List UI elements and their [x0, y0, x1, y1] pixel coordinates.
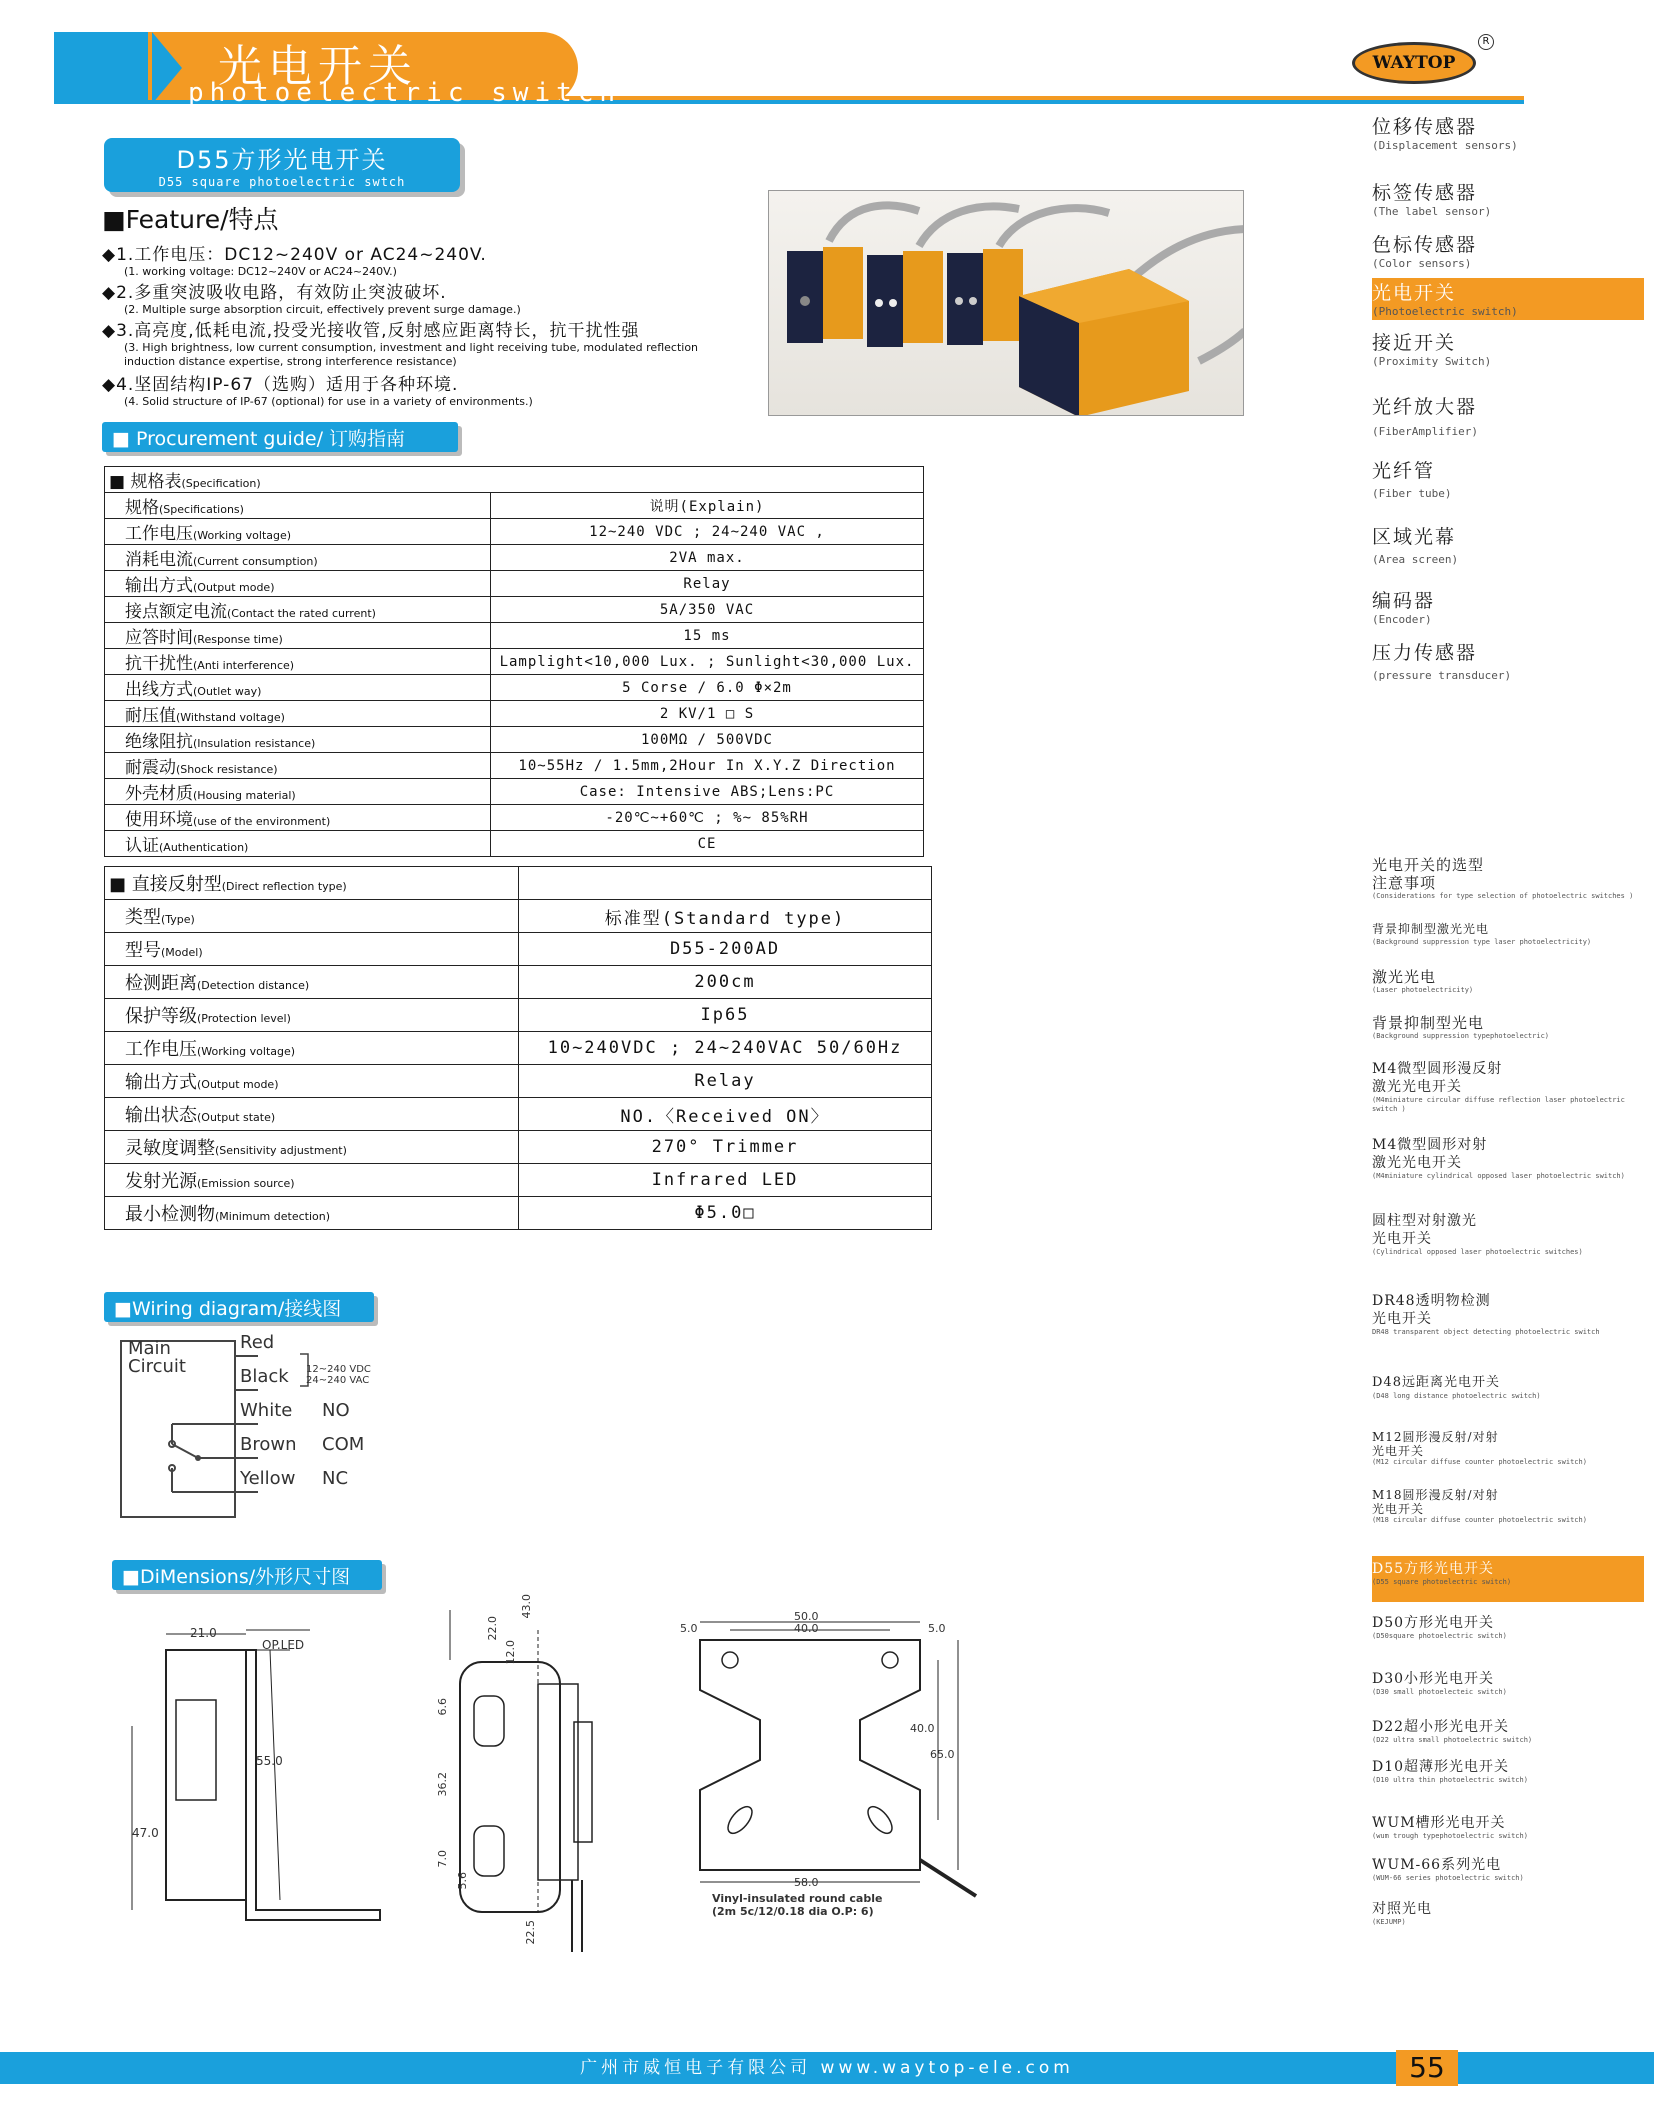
spec-label: 输出方式(Output mode) [105, 571, 491, 597]
dimension-drawing-side [120, 1620, 400, 1940]
type-value: Φ5.0□ [519, 1197, 932, 1230]
table-row [105, 966, 932, 999]
terminal-nc: NC [322, 1468, 349, 1489]
spec-value: 15 ms [491, 623, 924, 649]
spec-value: 10~55Hz / 1.5mm,2Hour In X.Y.Z Direction [491, 753, 924, 779]
waytop-logo: WAYTOP [1352, 42, 1476, 84]
spec-value: 2 KV/1 □ S [491, 701, 924, 727]
feature-item [102, 370, 722, 409]
wire-brown: Brown [240, 1434, 297, 1455]
table-row [105, 753, 924, 779]
sidebar-link[interactable]: 光电开关的选型 注意事项 (Considerations for type selection of photoelectric switches ) [1372, 856, 1634, 900]
feature-item [102, 278, 722, 317]
spec-value: 2VA max. [491, 545, 924, 571]
dim-label: 12.0 [504, 1640, 517, 1665]
wire-white: White [240, 1400, 293, 1421]
spec-value: Relay [491, 571, 924, 597]
table-row [105, 649, 924, 675]
sidebar-item-fiber-amplifier[interactable]: 光纤放大器 (FiberAmplifier) [1372, 396, 1478, 438]
spec-label: 使用环境(use of the environment) [105, 805, 491, 831]
feature-main-text: ◆2.多重突波吸收电路，有效防止突波破坏. [102, 283, 447, 303]
table-row [105, 867, 932, 900]
sidebar-link[interactable]: M18圆形漫反射/对射 光电开关 (M18 circular diffuse counter photoelectric switch) [1372, 1488, 1587, 1524]
type-label: 工作电压(Working voltage) [105, 1032, 519, 1065]
dim-label: 40.0 [910, 1722, 935, 1735]
table-row [105, 493, 924, 519]
sidebar-link[interactable]: D48远距离光电开关 (D48 long distance photoelectric switch) [1372, 1375, 1541, 1400]
dim-label: 5.6 [456, 1872, 469, 1890]
specification-table [104, 466, 924, 857]
feature-sub-text: (1. working voltage: DC12~240V or AC24~240V.) [124, 265, 397, 278]
spec-label: 工作电压(Working voltage) [105, 519, 491, 545]
table-row [105, 805, 924, 831]
table-row [105, 701, 924, 727]
dimension-drawing-front [440, 1600, 620, 1960]
type-heading-cn: ■ 直接反射型 [109, 874, 222, 895]
page-title: 光电开关 [218, 41, 418, 92]
table-heading-cell [105, 867, 519, 900]
table-heading-empty [519, 867, 932, 900]
type-value: 10~240VDC ; 24~240VAC 50/60Hz [519, 1032, 932, 1065]
sidebar-link[interactable]: 背景抑制型光电 (Background suppression typephotoelectric) [1372, 1014, 1550, 1040]
feature-main-text: ◆4.坚固结构IP-67（选购）适用于各种环境. [102, 375, 459, 395]
table-row [105, 1098, 932, 1131]
sidebar-link[interactable]: 圆柱型对射激光 光电开关 (Cylindrical opposed laser photoelectric switches) [1372, 1213, 1583, 1256]
dim-label: 21.0 [190, 1626, 217, 1640]
sidebar-link[interactable]: M4微型圆形漫反射 激光光电开关 (M4miniature circular diffuse reflection laser photoelectric switch ) [1372, 1061, 1625, 1113]
sidebar-link[interactable]: 激光光电 (Laser photoelectricity) [1372, 968, 1474, 994]
spec-label: 认证(Authentication) [105, 831, 491, 857]
sidebar-link[interactable]: M4微型圆形对射 激光光电开关 (M4miniature cylindrical opposed laser photoelectric switch) [1372, 1137, 1625, 1180]
sidebar-link[interactable]: WUM-66系列光电 (WUM-66 series photoelectric switch) [1372, 1857, 1524, 1882]
sidebar-link[interactable]: WUM槽形光电开关 (wum trough typephotoelectric switch) [1372, 1815, 1528, 1840]
spec-heading-cn: ■ 规格表 [109, 472, 182, 492]
dim-label: 22.0 [486, 1616, 499, 1641]
table-heading-cell [105, 467, 924, 493]
spec-label: 外壳材质(Housing material) [105, 779, 491, 805]
table-row [105, 831, 924, 857]
table-row [105, 545, 924, 571]
sidebar-link-active[interactable]: D55方形光电开关 (D55 square photoelectric switch) [1372, 1556, 1644, 1602]
type-label: 型号(Model) [105, 933, 519, 966]
sensor-photo-illustration [769, 191, 1244, 416]
dim-label: 58.0 [794, 1876, 819, 1889]
spec-value: Case: Intensive ABS;Lens:PC [491, 779, 924, 805]
sidebar-link[interactable]: D10超薄形光电开关 (D10 ultra thin photoelectric switch) [1372, 1759, 1528, 1784]
type-label: 发射光源(Emission source) [105, 1164, 519, 1197]
product-badge-subtitle: D55 square photoelectric swtch [158, 175, 406, 189]
wiring-lines [120, 1340, 260, 1520]
wire-red: Red [240, 1332, 275, 1353]
feature-heading: ■Feature/特点 [102, 205, 279, 234]
product-badge-title: D55方形光电开关 [176, 146, 388, 174]
spec-heading-en: (Specification) [181, 477, 261, 490]
table-row [105, 1032, 932, 1065]
dim-label: 50.0 [794, 1610, 819, 1623]
table-row [105, 999, 932, 1032]
sidebar-link[interactable]: D30小形光电开关 (D30 small photoelecteic switch) [1372, 1671, 1507, 1696]
product-badge [104, 138, 460, 192]
feature-item [102, 316, 722, 369]
sidebar-link[interactable]: 背景抑制型激光光电 (Background suppression type laser photoelectricity) [1372, 922, 1592, 946]
feature-sub-text: (3. High brightness, low current consumption, investment and light receiving tube, modulated reflection induction distance expertise, strong interference resistance) [124, 341, 699, 368]
sidebar-item-area-screen[interactable]: 区域光幕 (Area screen) [1372, 526, 1459, 566]
type-label: 保护等级(Protection level) [105, 999, 519, 1032]
direct-reflection-table [104, 866, 932, 1230]
dim-label: 36.2 [436, 1772, 449, 1797]
table-row [105, 727, 924, 753]
sidebar-item-pressure[interactable]: 压力传感器 (pressure transducer) [1372, 642, 1512, 682]
dim-label: 43.0 [520, 1594, 533, 1619]
sidebar-item-fiber-tube[interactable]: 光纤管 (Fiber tube) [1372, 460, 1452, 500]
header-chevron [152, 32, 182, 104]
sidebar-link[interactable]: M12圆形漫反射/对射 光电开关 (M12 circular diffuse counter photoelectric switch) [1372, 1430, 1587, 1466]
sidebar-item-photoelectric[interactable]: 光电开关 (Photoelectric switch) [1372, 278, 1644, 320]
wire-yellow: Yellow [240, 1468, 296, 1489]
table-row [105, 597, 924, 623]
dim-label: 5.0 [680, 1622, 698, 1635]
spec-value: 5 Corse / 6.0 Φ×2m [491, 675, 924, 701]
table-row [105, 933, 932, 966]
spec-label: 规格(Specifications) [105, 493, 491, 519]
cable-note: Vinyl-insulated round cable (2m 5c/12/0.18 dia O.P: 6) [712, 1892, 883, 1918]
type-heading-en: (Direct reflection type) [221, 880, 347, 893]
wiring-diagram-heading: ■Wiring diagram/接线图 [104, 1292, 374, 1322]
dim-label: 65.0 [930, 1748, 955, 1761]
spec-value: -20℃~+60℃ ; %~ 85%RH [491, 805, 924, 831]
sidebar-link[interactable]: D50方形光电开关 (D50square photoelectric switch) [1372, 1615, 1507, 1640]
sidebar-link[interactable]: 对照光电 (KEJUMP) [1372, 1901, 1432, 1926]
type-value: 标准型(Standard type) [519, 900, 932, 933]
dim-label: 5.0 [928, 1622, 946, 1635]
type-value: Ip65 [519, 999, 932, 1032]
terminal-com: COM [322, 1434, 365, 1455]
dim-label: 47.0 [132, 1826, 159, 1840]
feature-sub-text: (4. Solid structure of IP-67 (optional) for use in a variety of environments.) [124, 395, 533, 408]
dim-label: 55.0 [256, 1754, 283, 1768]
table-row [105, 623, 924, 649]
feature-sub-text: (2. Multiple surge absorption circuit, effectively prevent surge damage.) [124, 303, 521, 316]
type-label: 灵敏度调整(Sensitivity adjustment) [105, 1131, 519, 1164]
dim-label: 7.0 [436, 1850, 449, 1868]
spec-value: 12~240 VDC ; 24~240 VAC , [491, 519, 924, 545]
terminal-no: NO [322, 1400, 350, 1421]
sidebar-link[interactable]: D22超小形光电开关 (D22 ultra small photoelectric switch) [1372, 1719, 1533, 1744]
sidebar-item-displacement[interactable]: 位移传感器 (Displacement sensors) [1372, 116, 1518, 152]
spec-value: 5A/350 VAC [491, 597, 924, 623]
spec-label: 消耗电流(Current consumption) [105, 545, 491, 571]
type-value: 270° Trimmer [519, 1131, 932, 1164]
table-row [105, 675, 924, 701]
footer-bar: 广州市威恒电子有限公司 www.waytop-ele.com [0, 2052, 1654, 2084]
spec-label: 接点额定电流(Contact the rated current) [105, 597, 491, 623]
dim-label: 40.0 [794, 1622, 819, 1635]
table-row [105, 1065, 932, 1098]
dim-label: OP.LED [262, 1638, 305, 1652]
main-circuit-label: Main Circuit [128, 1338, 186, 1377]
type-label: 最小检测物(Minimum detection) [105, 1197, 519, 1230]
spec-value: 100MΩ / 500VDC [491, 727, 924, 753]
type-label: 类型(Type) [105, 900, 519, 933]
spec-label: 抗干扰性(Anti interference) [105, 649, 491, 675]
table-row [105, 467, 924, 493]
table-row [105, 1197, 932, 1230]
sidebar-item-encoder[interactable]: 编码器 (Encoder) [1372, 590, 1436, 626]
wire-black: Black [240, 1366, 289, 1387]
spec-label: 耐压值(Withstand voltage) [105, 701, 491, 727]
table-row [105, 1131, 932, 1164]
spec-value: Lamplight<10,000 Lux. ; Sunlight<30,000 Lux. [491, 649, 924, 675]
registered-mark: R [1478, 34, 1494, 50]
table-row [105, 571, 924, 597]
dim-label: 22.5 [524, 1920, 537, 1945]
type-label: 输出方式(Output mode) [105, 1065, 519, 1098]
table-row [105, 900, 932, 933]
type-value: 200cm [519, 966, 932, 999]
spec-label: 应答时间(Response time) [105, 623, 491, 649]
type-value: Relay [519, 1065, 932, 1098]
page-subtitle: photoelectric switch [188, 78, 622, 108]
type-label: 输出状态(Output state) [105, 1098, 519, 1131]
type-value: NO.〈Received ON〉 [519, 1098, 932, 1131]
spec-label: 出线方式(Outlet way) [105, 675, 491, 701]
type-value: Infrared LED [519, 1164, 932, 1197]
page-number: 55 [1396, 2050, 1458, 2086]
table-row [105, 1164, 932, 1197]
sidebar-item-color-sensor[interactable]: 色标传感器 (Color sensors) [1372, 234, 1478, 270]
table-row [105, 779, 924, 805]
product-photo [768, 190, 1244, 416]
feature-item [102, 240, 722, 279]
spec-label: 绝缘阻抗(Insulation resistance) [105, 727, 491, 753]
spec-value: CE [491, 831, 924, 857]
dimensions-heading: ■DiMensions/外形尺寸图 [112, 1560, 382, 1590]
dim-label: 6.6 [436, 1698, 449, 1716]
sidebar-item-label-sensor[interactable]: 标签传感器 (The label sensor) [1372, 182, 1492, 218]
spec-label: 耐震动(Shock resistance) [105, 753, 491, 779]
feature-main-text: ◆3.高亮度,低耗电流,投受光接收管,反射感应距离特长，抗干扰性强 [102, 321, 640, 341]
procurement-guide-heading: ■ Procurement guide/ 订购指南 [102, 422, 458, 452]
spec-value: 说明(Explain) [491, 493, 924, 519]
sidebar-item-proximity[interactable]: 接近开关 (Proximity Switch) [1372, 332, 1492, 368]
table-row [105, 519, 924, 545]
feature-main-text: ◆1.工作电压：DC12~240V or AC24~240V. [102, 245, 487, 265]
voltage-labels: 12~240 VDC 24~240 VAC [306, 1364, 371, 1386]
type-label: 检测距离(Detection distance) [105, 966, 519, 999]
sidebar-link[interactable]: DR48透明物检测 光电开关 DR48 transparent object detecting photoelectric switch [1372, 1293, 1600, 1336]
type-value: D55-200AD [519, 933, 932, 966]
